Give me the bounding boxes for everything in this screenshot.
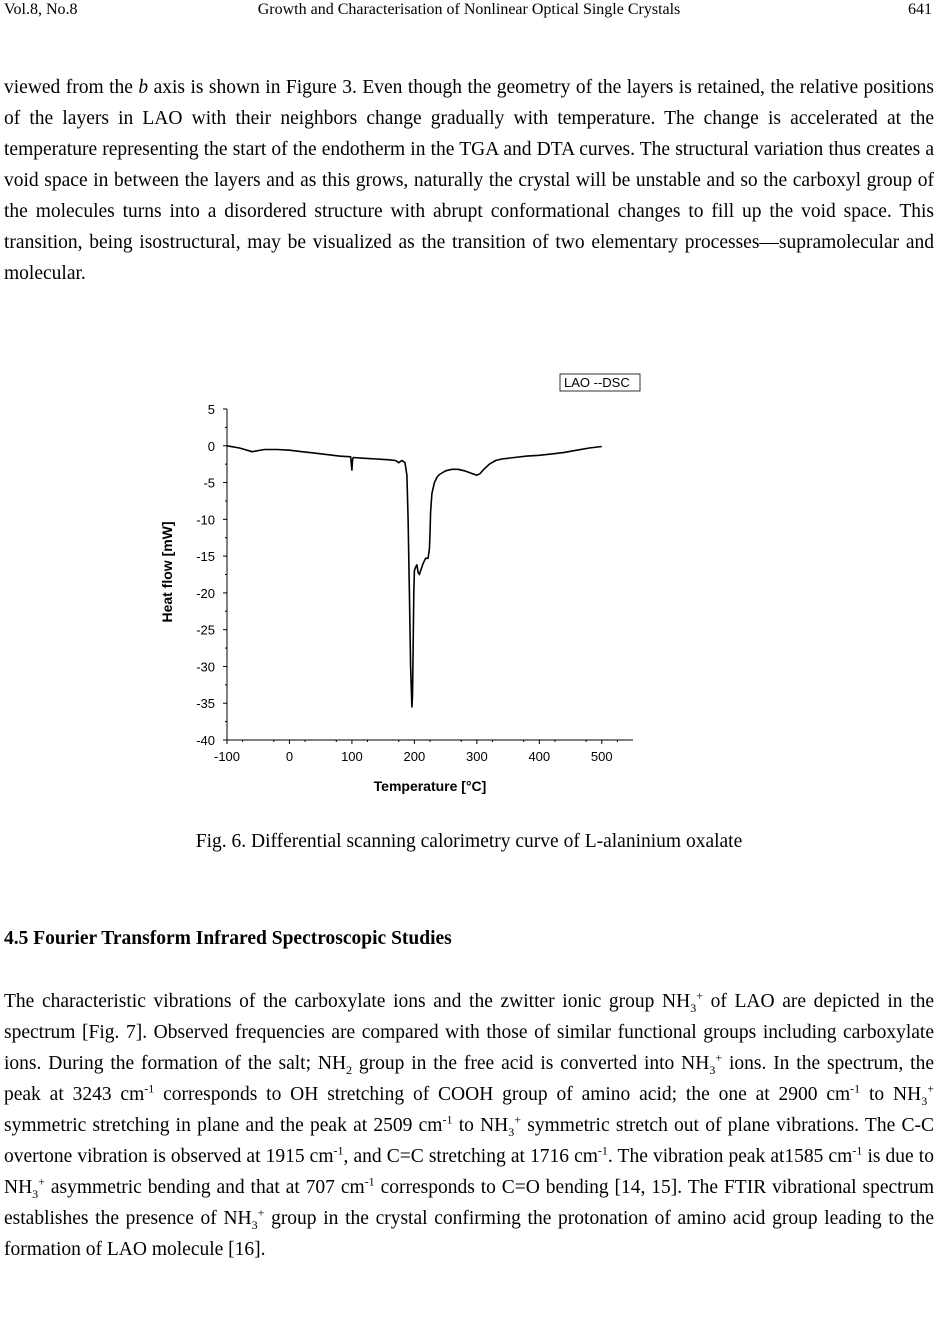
superscript: +: [715, 1050, 723, 1065]
x-tick-label: 500: [590, 749, 613, 764]
y-tick-label: -25: [196, 622, 215, 638]
text-span: is due to NH: [4, 1146, 934, 1198]
legend-label: LAO --DSC: [564, 375, 630, 390]
x-tick-label: 400: [528, 749, 551, 764]
text-span: to NH: [452, 1115, 509, 1136]
subscript: 3: [690, 1000, 697, 1015]
y-tick-label: -40: [196, 733, 215, 748]
text-span: symmetric stretching in plane and the peak at 2509 cm: [4, 1115, 443, 1136]
running-title: Growth and Characterisation of Nonlinear Optical Single Crystals: [257, 1, 681, 18]
paragraph-layer-structure: [4, 72, 934, 289]
y-tick-label: 5: [207, 402, 215, 417]
x-axis-label: Temperature [°C]: [373, 778, 487, 794]
journal-volume: Vol.8, No.8: [4, 1, 78, 18]
text-span: ions. In the spectrum, the peak at 3243 cm: [4, 1053, 934, 1105]
text-span: group in the free acid is converted into NH: [352, 1053, 710, 1074]
dsc-chart: [150, 368, 650, 798]
y-tick-label: -20: [196, 585, 215, 601]
y-tick-label: -35: [196, 696, 215, 712]
x-tick-label: 300: [465, 749, 488, 764]
series-line-lao-dsc: [227, 446, 602, 707]
text-span: . The vibration peak at1585 cm: [607, 1146, 853, 1167]
superscript: -1: [442, 1112, 453, 1127]
b-axis-italic: b: [138, 77, 149, 98]
y-tick-label: -10: [196, 512, 215, 528]
subscript: 3: [508, 1124, 515, 1139]
superscript: +: [38, 1174, 45, 1189]
subscript: 3: [921, 1093, 928, 1108]
text-span: to NH: [860, 1084, 922, 1105]
page-number: 641: [908, 1, 932, 18]
paragraph-ftir: [4, 986, 934, 1265]
x-tick-label: 0: [285, 749, 294, 764]
x-axis-ticks: [214, 740, 617, 764]
section-heading: 4.5 Fourier Transform Infrared Spectroscopic Studies: [4, 928, 452, 949]
y-tick-label: -5: [203, 475, 215, 491]
y-axis-ticks: [196, 402, 227, 748]
text-span: The characteristic vibrations of the carboxylate ions and the zwitter ionic group NH: [4, 991, 691, 1012]
y-tick-label: -15: [196, 549, 215, 565]
superscript: +: [927, 1081, 934, 1096]
superscript: -1: [144, 1081, 155, 1096]
superscript: +: [257, 1205, 265, 1220]
superscript: +: [696, 988, 703, 1003]
subscript: 2: [346, 1062, 353, 1077]
text-span: axis is shown in Figure 3. Even though the geometry of the layers is retained, the relative positions of the layers in LAO with their neighbors change gradually with temperature. The change is accelerated at the temperature representing the start of the endotherm in the TGA and DTA curves. The structural variation thus creates a void space in between the layers and as this grows, naturally the crystal will be unstable and so the carboxyl group of the molecules turns into a disordered structure with abrupt conformational changes to fill up the void space. This transition, being isostructural, may be visualized as the transition of two elementary processes—supramolecular and molecular.: [4, 77, 934, 284]
superscript: -1: [597, 1143, 608, 1158]
text-span: symmetric stretch out of plane vibrations. The C-C overtone vibration is observed at 1915 cm: [4, 1115, 934, 1167]
text-span: asymmetric bending and that at 707 cm: [44, 1177, 365, 1198]
x-tick-label: 100: [341, 749, 363, 764]
y-tick-label: 0: [207, 438, 215, 454]
chart-axes: [227, 409, 633, 740]
y-tick-label: -30: [196, 659, 215, 675]
subscript: 3: [251, 1217, 258, 1232]
superscript: -1: [364, 1174, 375, 1189]
superscript: -1: [852, 1143, 863, 1158]
superscript: -1: [333, 1143, 344, 1158]
superscript: +: [514, 1112, 522, 1127]
superscript: -1: [850, 1081, 861, 1096]
text-span: corresponds to C=O bending [14, 15]. The FTIR vibrational spectrum establishes the presence of NH: [4, 1177, 934, 1229]
x-tick-label: -100: [213, 749, 241, 764]
text-span: group in the crystal confirming the protonation of amino acid group leading to the formation of LAO molecule [16].: [4, 1208, 934, 1260]
y-axis-label: Heat flow [mW]: [159, 521, 175, 623]
figure-caption: Fig. 6. Differential scanning calorimetry curve of L-alaninium oxalate: [195, 831, 743, 852]
page-header: [0, 0, 938, 24]
text-span: , and C=C stretching at 1716 cm: [343, 1146, 598, 1167]
text-span: corresponds to OH stretching of COOH group of amino acid; the one at 2900 cm: [154, 1084, 851, 1105]
x-tick-label: 200: [403, 749, 426, 764]
subscript: 3: [709, 1062, 716, 1077]
subscript: 3: [32, 1186, 39, 1201]
text-span: viewed from the: [4, 77, 139, 98]
text-span: of LAO are depicted in the spectrum [Fig. 7]. Observed frequencies are compared with those of similar functional groups including carboxylate ions. During the formation of the salt; NH: [4, 991, 934, 1074]
